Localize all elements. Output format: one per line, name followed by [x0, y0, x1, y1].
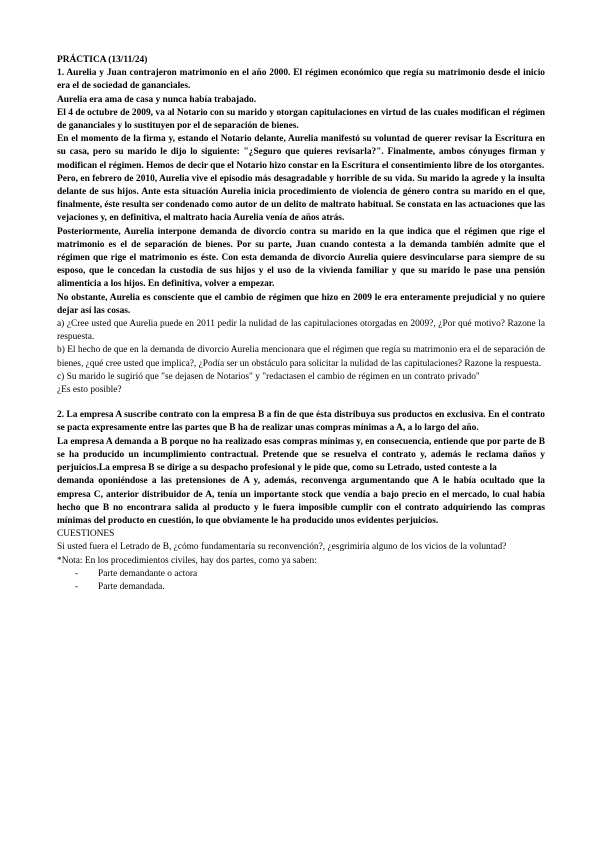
list-item: - Parte demandante o actora [75, 568, 545, 581]
case1-intro: 1. Aurelia y Juan contrajeron matrimonio en el año 2000. El régimen económico que regía su matrimonio desde el inicio era el de sociedad de gananciales. [57, 68, 545, 92]
case1-paragraph: El 4 de octubre de 2009, va al Notario con su marido y otorgan capitulaciones en virtud de las cuales modifican el régimen de gananciales y lo sustituyen por el de separación de bienes. [57, 107, 545, 132]
party-list [57, 568, 545, 594]
case2-paragraph: demanda oponiéndose a las pretensiones de A y, además, reconvenga argumentando que A le había ocultado que la empresa C, anterior distribuidor de A, tenía un importante stock que vendía a bajo precio en el mercado, lo cual había hecho que B no encontrara salida al producto y le fuera imposible cumplir con el contrato adquiriendo las compras mínimas del producto en cuestión, lo que obviamente le ha producido unos evidentes perjuicios. [57, 476, 545, 526]
case1-paragraph: No obstante, Aurelia es consciente que el cambio de régimen que hizo en 2009 le era enteramente prejudicial y no quiere dejar así las cosas. [57, 292, 545, 316]
practice-title: PRÁCTICA (13/11/24) [57, 55, 148, 65]
case2-paragraph: La empresa A demanda a B porque no ha realizado esas compras mínimas y, en consecuencia, entiende que por parte de B se ha producido un incumplimiento contractual. Pretende que se resuelva el contrato y, además le reclama daños y perjuicios.La empresa B se dirige a su despacho profesional y le pide que, como su Letrado, usted conteste a la [57, 436, 545, 474]
case1-paragraph: Posteriormente, Aurelia interpone demanda de divorcio contra su marido en la que indica que el régimen que rige el matrimonio es el de separación de bienes. Por su parte, Juan cuando contesta a la demanda también admite que el régimen que rige el matrimonio es éste. Con esta demanda de divorcio Aurelia quiere desvincularse para siempre de su esposo, que le concedan la custodia de sus hijos y el uso de la vivienda familiar y que su marido le pase una pensión alimenticia a los hijos. En definitiva, volver a empezar. [57, 226, 545, 290]
case2-intro: 2. La empresa A suscribe contrato con la empresa B a fin de que ésta distribuya sus productos en exclusiva. En el contrato se pacta expresamente entre las partes que B ha de realizar unas compras mínimas a A, a lo largo del año. [57, 410, 545, 434]
cuestiones-heading: CUESTIONES [57, 529, 115, 540]
question-b: b) El hecho de que en la demanda de divorcio Aurelia mencionara que el régimen que regía su matrimonio era el de separación de bienes, ¿qué cree usted que implica?, ¿Podía ser un obstáculo para solicitar la nulidad de las capitulaciones? Razone la respuesta. [57, 345, 545, 369]
case2-question: Si usted fuera el Letrado de B, ¿cómo fundamentaría su reconvención?, ¿esgrimiría alguno de los vicios de la voluntad? [57, 542, 507, 553]
question-c-followup: ¿Es esto posible? [57, 385, 122, 396]
question-c: c) Su marido le sugirió que "se dejasen de Notarios" y "redactasen el cambio de régimen en un contrato privado" [57, 371, 480, 382]
procedure-note: *Nota: En los procedimientos civiles, hay dos partes, como ya saben: [57, 555, 317, 566]
case1-paragraph: Aurelia era ama de casa y nunca había trabajado. [57, 94, 257, 105]
list-item: - Parte demandada. [75, 581, 545, 594]
case1-paragraph: En el momento de la firma y, estando el Notario delante, Aurelia manifestó su voluntad de querer revisar la Escritura en su casa, pero su marido le dijo lo siguiente: "¿Seguro que quieres revisarla?". Finalmente, ambos cónyuges firman y modifican el régimen. Hemos de decir que el Notario hizo constar en la Escritura el consentimiento libre de los otorgantes. [57, 134, 545, 171]
case1-paragraph: Pero, en febrero de 2010, Aurelia vive el episodio más desagradable y horrible de su vida. Su marido la agrede y la insulta delante de sus hijos. Ante esta situación Aurelia inicia procedimiento de violencia de género contra su marido en el que, finalmente, éste resulta ser condenado como autor de un delito de maltrato habitual. Se constata en las actuaciones que las vejaciones y, en definitiva, el maltrato hacia Aurelia venía de años atrás. [57, 173, 545, 224]
document-page [57, 54, 545, 594]
question-a: a) ¿Cree usted que Aurelia puede en 2011 pedir la nulidad de las capitulaciones otorgadas en 2009?, ¿Por qué motivo? Razone la respuesta. [57, 319, 545, 343]
section-gap [57, 397, 545, 409]
